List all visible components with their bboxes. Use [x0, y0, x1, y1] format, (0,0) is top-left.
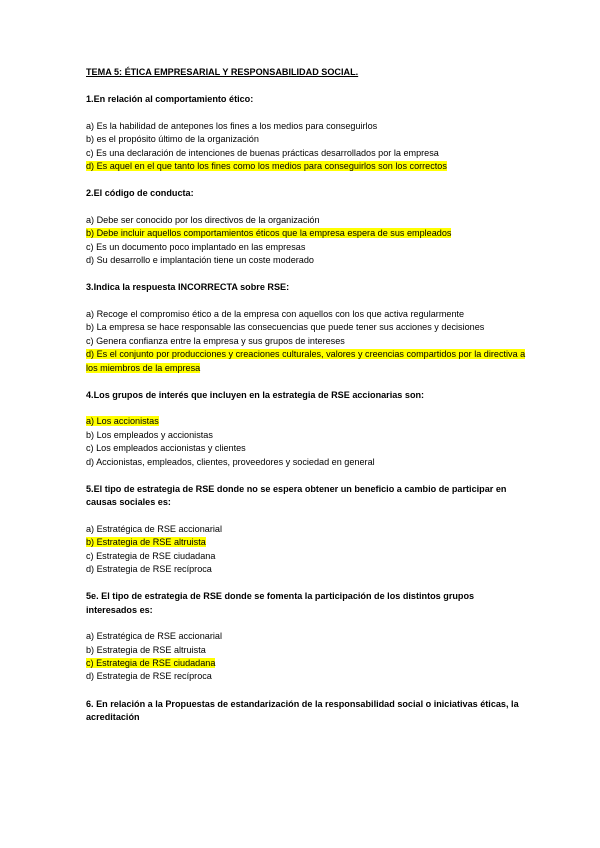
answer-option: [86, 442, 526, 455]
answer-option-text: c) Los empleados accionistas y clientes: [86, 443, 246, 454]
answer-option-highlighted: [86, 536, 526, 549]
answer-option: [86, 550, 526, 563]
answer-option-highlighted: [86, 227, 526, 240]
question-block: [86, 590, 526, 683]
answer-option-text: b) es el propósito último de la organización: [86, 134, 259, 145]
answer-option-text: c) Es un documento poco implantado en las empresas: [86, 241, 306, 252]
answer-option: [86, 644, 526, 657]
answer-option: [86, 321, 526, 334]
answer-option: [86, 563, 526, 576]
question-block: [86, 483, 526, 576]
answer-option-text: c) Estrategia de RSE ciudadana: [86, 550, 216, 561]
answer-option-text: a) Estratégica de RSE accionarial: [86, 631, 222, 642]
answer-option-text: d) Es aquel en el que tanto los fines como los medios para conseguirlos son los correctos: [86, 161, 447, 172]
answer-option-text: c) Estrategia de RSE ciudadana: [86, 658, 216, 668]
answer-option-text: c) Es una declaración de intenciones de buenas prácticas desarrollados por la empresa: [86, 147, 439, 158]
answer-option-text: a) Recoge el compromiso ético a de la empresa con aquellos con los que activa regularmente: [86, 308, 465, 319]
answer-option-text: b) Estrategia de RSE altruista: [86, 644, 206, 655]
answer-option-text: d) Estrategia de RSE recíproca: [86, 563, 212, 574]
question-text: 5.El tipo de estrategia de RSE donde no se espera obtener un beneficio a cambio de participar en causas sociales es:: [86, 483, 507, 508]
question-list: [86, 93, 526, 724]
question-block: [86, 281, 526, 374]
answer-option: [86, 429, 526, 442]
answer-option-text: a) Es la habilidad de antepones los fines a los medios para conseguirlos: [86, 120, 378, 131]
answer-option: [86, 120, 526, 133]
answer-option-text: a) Los accionistas: [86, 416, 159, 427]
document-body: [86, 66, 526, 739]
answer-option: [86, 670, 526, 683]
answer-option-text: a) Debe ser conocido por los directivos de la organización: [86, 214, 320, 225]
answer-option-text: c) Genera confianza entre la empresa y sus grupos de intereses: [86, 335, 345, 346]
answer-option-text: d) Estrategia de RSE recíproca: [86, 671, 212, 682]
question-block: [86, 389, 526, 469]
answer-option: [86, 523, 526, 536]
question-text: 1.En relación al comportamiento ético:: [86, 94, 254, 105]
answer-option-text: d) Su desarrollo e implantación tiene un coste moderado: [86, 255, 314, 266]
answer-option-text: d) Es el conjunto por producciones y creaciones culturales, valores y creencias compartidos por la directiva a los miembros de la empresa: [86, 349, 526, 373]
answer-option: [86, 630, 526, 643]
document-title: TEMA 5: ÉTICA EMPRESARIAL Y RESPONSABILIDAD SOCIAL.: [86, 67, 359, 77]
answer-option-text: b) La empresa se hace responsable las consecuencias que puede tener sus acciones y decisiones: [86, 322, 485, 333]
answer-option: [86, 456, 526, 469]
answer-option-highlighted: [86, 160, 526, 173]
answer-option-highlighted: [86, 415, 526, 428]
answer-option: [86, 241, 526, 254]
question-block: [86, 698, 526, 725]
answer-option-text: b) Debe incluir aquellos comportamientos éticos que la empresa espera de sus empleados: [86, 228, 452, 239]
answer-option-highlighted: [86, 657, 526, 670]
question-text: 4.Los grupos de interés que incluyen en la estrategia de RSE accionarias son:: [86, 389, 425, 400]
question-text: 3.Indica la respuesta INCORRECTA sobre RSE:: [86, 282, 290, 293]
answer-option-text: b) Los empleados y accionistas: [86, 429, 213, 440]
answer-option-text: b) Estrategia de RSE altruista: [86, 537, 206, 548]
question-text: 6. En relación a la Propuestas de estandarización de la responsabilidad social o iniciativas éticas, la acreditación: [86, 698, 519, 723]
answer-option-text: d) Accionistas, empleados, clientes, proveedores y sociedad en general: [86, 456, 375, 467]
answer-option: [86, 214, 526, 227]
question-block: [86, 187, 526, 267]
question-text: 2.El código de conducta:: [86, 188, 194, 199]
answer-option: [86, 254, 526, 267]
answer-option: [86, 308, 526, 321]
answer-option: [86, 335, 526, 348]
answer-option: [86, 133, 526, 146]
question-text: 5e. El tipo de estrategia de RSE donde se fomenta la participación de los distintos grupos interesados es:: [86, 591, 475, 615]
answer-option-text: a) Estratégica de RSE accionarial: [86, 523, 222, 534]
question-block: [86, 93, 526, 173]
answer-option: [86, 147, 526, 160]
answer-option-highlighted: [86, 348, 526, 375]
